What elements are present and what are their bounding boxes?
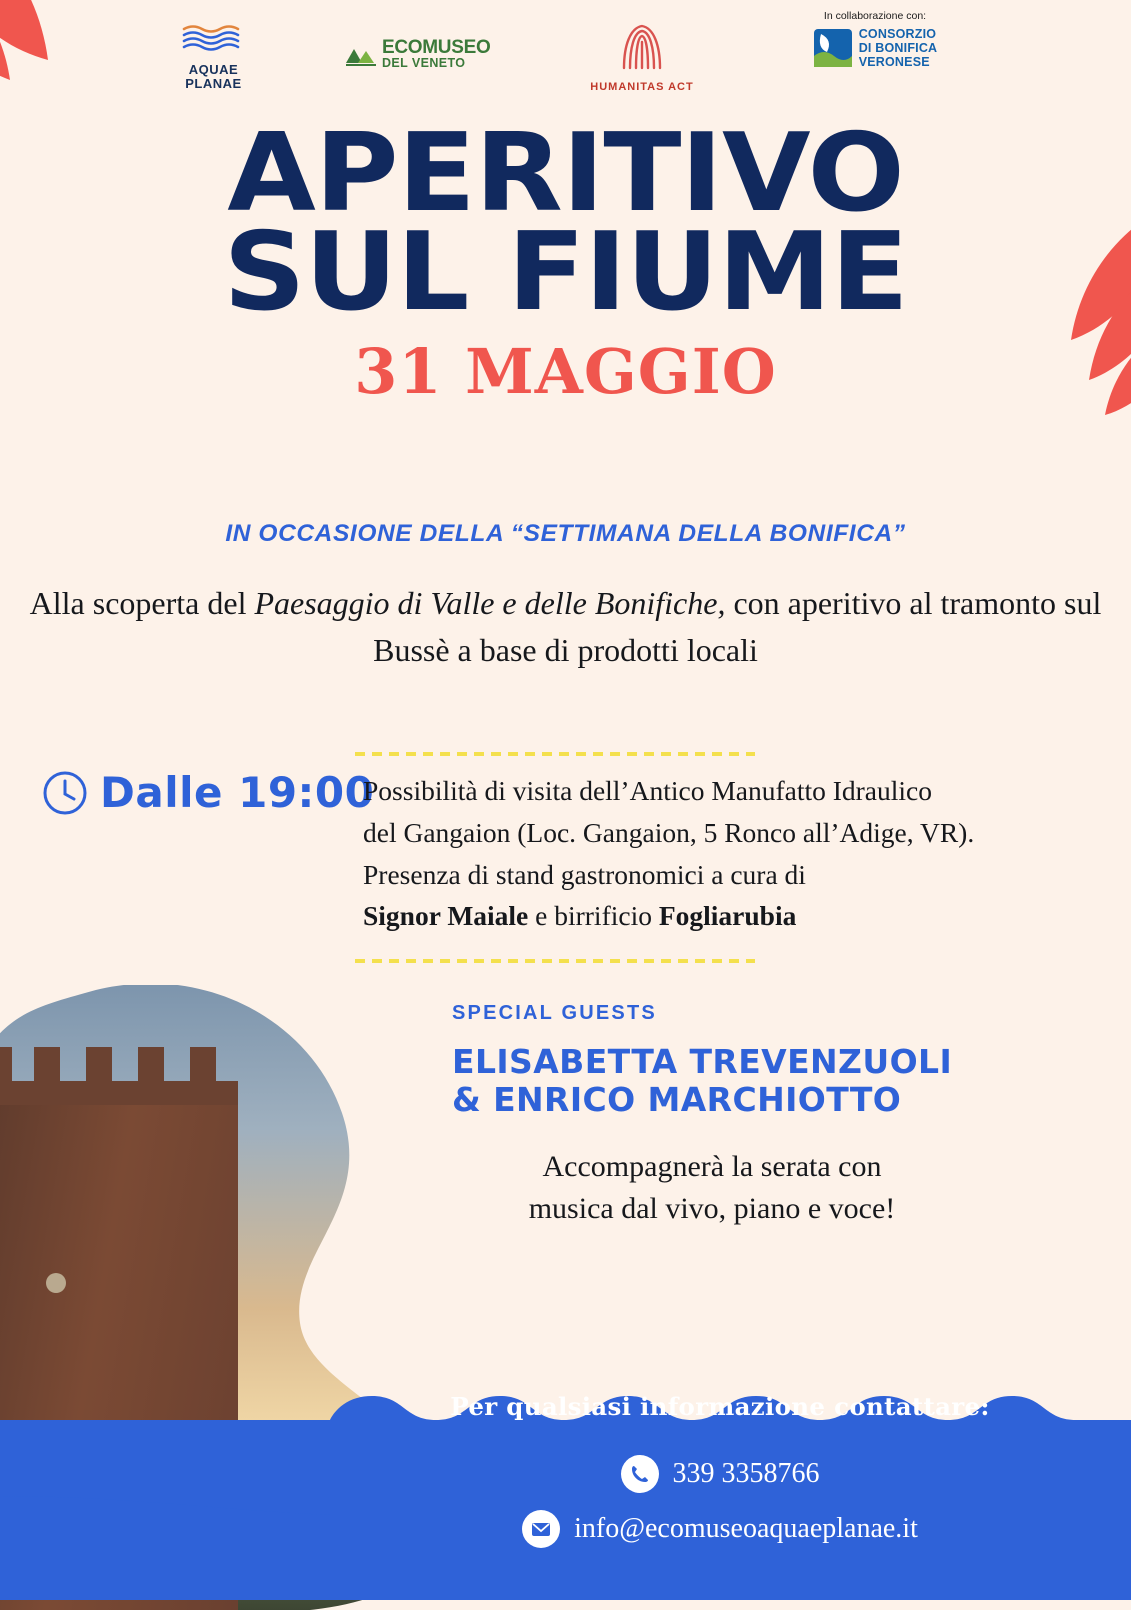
lead-part1: Alla scoperta del xyxy=(29,585,255,621)
vendor-joiner: e birrificio xyxy=(528,900,659,932)
logo-ecomuseo-del-veneto xyxy=(344,8,504,70)
photo-tower-crenellation xyxy=(0,1047,12,1083)
lead-paragraph xyxy=(0,580,1131,675)
photo-tower-crenellation xyxy=(86,1047,112,1083)
logo-humanitas-act xyxy=(582,8,702,93)
special-guests-description xyxy=(452,1146,1092,1231)
logo-humanitas-label: HUMANITAS ACT xyxy=(590,81,694,93)
guest-desc-line1: Accompagnerà la serata con xyxy=(542,1149,882,1183)
logo-aquae-line2: PLANAE xyxy=(185,76,242,92)
guest-desc-line2: musica dal vivo, piano e voce! xyxy=(528,1192,896,1226)
special-guests-block xyxy=(452,1002,1092,1231)
consorzio-mark-icon xyxy=(813,28,853,68)
contact-phone-row[interactable] xyxy=(340,1455,1100,1493)
occasion-subtitle: IN OCCASIONE DELLA “SETTIMANA DELLA BONIFICA” xyxy=(225,520,906,547)
vendor-brewery: Fogliarubia xyxy=(658,900,797,932)
schedule-block xyxy=(0,752,1131,982)
envelope-icon xyxy=(522,1510,560,1548)
poster-title-line2: SUL FIUME xyxy=(223,210,908,336)
photo-tower-crenellation xyxy=(34,1047,60,1083)
schedule-desc-line1: Possibilità di visita dell’Antico Manufatto Idraulico xyxy=(363,775,933,806)
lead-part2: con aperitivo al tramonto sul Bussè a base di prodotti locali xyxy=(373,585,1102,669)
schedule-desc-line4 xyxy=(363,895,1088,937)
schedule-desc-line3: Presenza di stand gastronomici a cura di xyxy=(363,858,806,890)
footer-contacts xyxy=(0,1340,1131,1600)
logo-aquae-planae xyxy=(161,8,266,92)
logo-ecomuseo-line1: ECOMUSEO xyxy=(382,37,491,58)
photo-tower-crenellation xyxy=(138,1047,164,1083)
special-guests-kicker: SPECIAL GUESTS xyxy=(452,1002,657,1024)
special-guests-names xyxy=(452,1043,1092,1120)
fingerprint-icon xyxy=(614,20,670,74)
poster-title-block xyxy=(0,111,1131,408)
divider-bottom xyxy=(355,959,755,963)
collaboration-label: In collaborazione con: xyxy=(823,10,927,22)
contact-title: Per qualsiasi informazione contattare: xyxy=(450,1392,990,1421)
phone-icon xyxy=(621,1455,659,1493)
guest-name-line1: ELISABETTA TREVENZUOLI xyxy=(452,1042,953,1081)
logo-consorzio-line3: VERONESE xyxy=(858,55,930,69)
guest-name-line2: & ENRICO MARCHIOTTO xyxy=(452,1080,902,1120)
logo-consorzio-line2: DI BONIFICA xyxy=(858,41,938,55)
water-waves-icon xyxy=(178,24,250,54)
vendor-food: Signor Maiale xyxy=(363,900,529,932)
logo-ecomuseo-line2: DEL VENETO xyxy=(382,56,466,70)
contact-phone-number[interactable]: 339 3358766 xyxy=(672,1458,820,1489)
photo-tower-crenellation xyxy=(190,1047,216,1083)
contact-email-row[interactable] xyxy=(340,1510,1100,1548)
schedule-time-label: Dalle 19:00 xyxy=(100,768,375,817)
poster-date: 31 MAGGIO xyxy=(354,334,777,408)
photo-tower-window xyxy=(46,1273,66,1293)
poster-title-line1: APERITIVO xyxy=(227,111,904,236)
lead-italic: Paesaggio di Valle e delle Bonifiche, xyxy=(254,585,726,621)
divider-top xyxy=(355,752,755,756)
schedule-time xyxy=(42,768,374,817)
schedule-description xyxy=(363,770,1088,937)
contact-email-address[interactable]: info@ecomuseoaquaeplanae.it xyxy=(574,1513,918,1544)
logo-aquae-line1: AQUAE xyxy=(188,62,239,77)
logo-consorzio-bonifica-veronese xyxy=(780,8,970,69)
ecomuseo-mark-icon xyxy=(344,41,378,67)
clock-icon xyxy=(42,770,88,816)
schedule-desc-line2: del Gangaion (Loc. Gangaion, 5 Ronco all’Adige, VR). xyxy=(363,816,975,848)
logo-row xyxy=(0,8,1131,118)
logo-consorzio-line1: CONSORZIO xyxy=(858,27,937,41)
